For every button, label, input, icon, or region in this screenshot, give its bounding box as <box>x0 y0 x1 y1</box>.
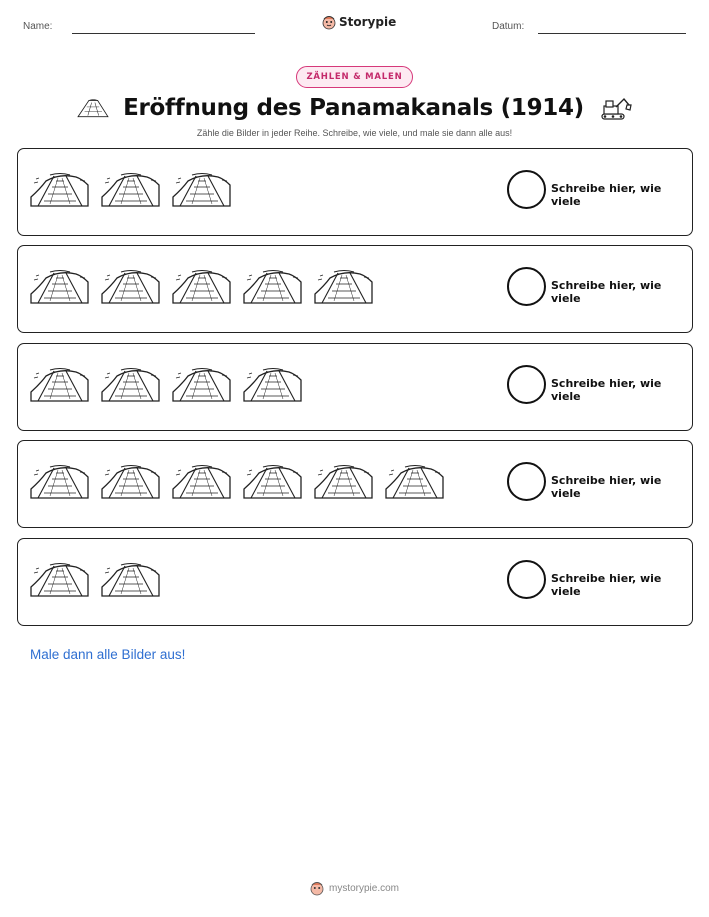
canal-icon[interactable] <box>243 266 302 306</box>
page-title: Eröffnung des Panamakanals (1914) <box>123 95 584 121</box>
canal-icon <box>77 97 109 119</box>
answer-circle[interactable] <box>507 267 546 306</box>
picture-group <box>30 266 373 306</box>
canal-icon[interactable] <box>30 169 89 209</box>
counting-row <box>17 538 693 626</box>
name-line[interactable] <box>72 33 255 34</box>
canal-icon[interactable] <box>30 266 89 306</box>
answer-circle[interactable] <box>507 365 546 404</box>
storypie-logo-icon <box>322 14 336 30</box>
brand-name: Storypie <box>339 15 397 29</box>
canal-icon[interactable] <box>172 266 231 306</box>
canal-icon[interactable] <box>314 461 373 501</box>
counting-row <box>17 343 693 431</box>
instructions: Zähle die Bilder in jeder Reihe. Schreibe, wie viele, und male sie dann alle aus! <box>196 128 513 138</box>
brand <box>322 14 396 30</box>
canal-icon[interactable] <box>101 559 160 599</box>
footer-brand-text: mystorypie.com <box>328 882 399 894</box>
answer-circle[interactable] <box>507 462 546 501</box>
page-header <box>0 14 709 44</box>
answer-prompt: Schreibe hier, wie viele <box>551 377 662 403</box>
answer-prompt: Schreibe hier, wie viele <box>551 572 662 598</box>
excavator-icon <box>598 95 632 121</box>
category-badge: ZÄHLEN & MALEN <box>296 66 413 88</box>
picture-group <box>30 364 302 404</box>
counting-row <box>17 440 693 528</box>
canal-icon[interactable] <box>172 364 231 404</box>
answer-circle[interactable] <box>507 560 546 599</box>
canal-icon[interactable] <box>172 461 231 501</box>
canal-icon[interactable] <box>101 266 160 306</box>
answer-prompt: Schreibe hier, wie viele <box>551 474 662 500</box>
counting-row <box>17 245 693 333</box>
picture-group <box>30 169 231 209</box>
canal-icon[interactable] <box>101 169 160 209</box>
storypie-logo-icon <box>310 880 324 896</box>
canal-icon[interactable] <box>101 461 160 501</box>
counting-row <box>17 148 693 236</box>
date-label: Datum: <box>492 21 525 32</box>
canal-icon[interactable] <box>385 461 444 501</box>
title-row <box>0 90 709 126</box>
picture-group <box>30 461 444 501</box>
canal-icon[interactable] <box>30 559 89 599</box>
canal-icon[interactable] <box>243 461 302 501</box>
footer-brand <box>0 880 709 896</box>
canal-icon[interactable] <box>30 461 89 501</box>
footer-note: Male dann alle Bilder aus! <box>30 647 186 662</box>
answer-prompt: Schreibe hier, wie viele <box>551 279 662 305</box>
date-line[interactable] <box>538 33 686 34</box>
answer-prompt: Schreibe hier, wie viele <box>551 182 662 208</box>
answer-circle[interactable] <box>507 170 546 209</box>
picture-group <box>30 559 160 599</box>
canal-icon[interactable] <box>101 364 160 404</box>
canal-icon[interactable] <box>243 364 302 404</box>
canal-icon[interactable] <box>30 364 89 404</box>
canal-icon[interactable] <box>314 266 373 306</box>
canal-icon[interactable] <box>172 169 231 209</box>
name-label: Name: <box>23 21 53 32</box>
